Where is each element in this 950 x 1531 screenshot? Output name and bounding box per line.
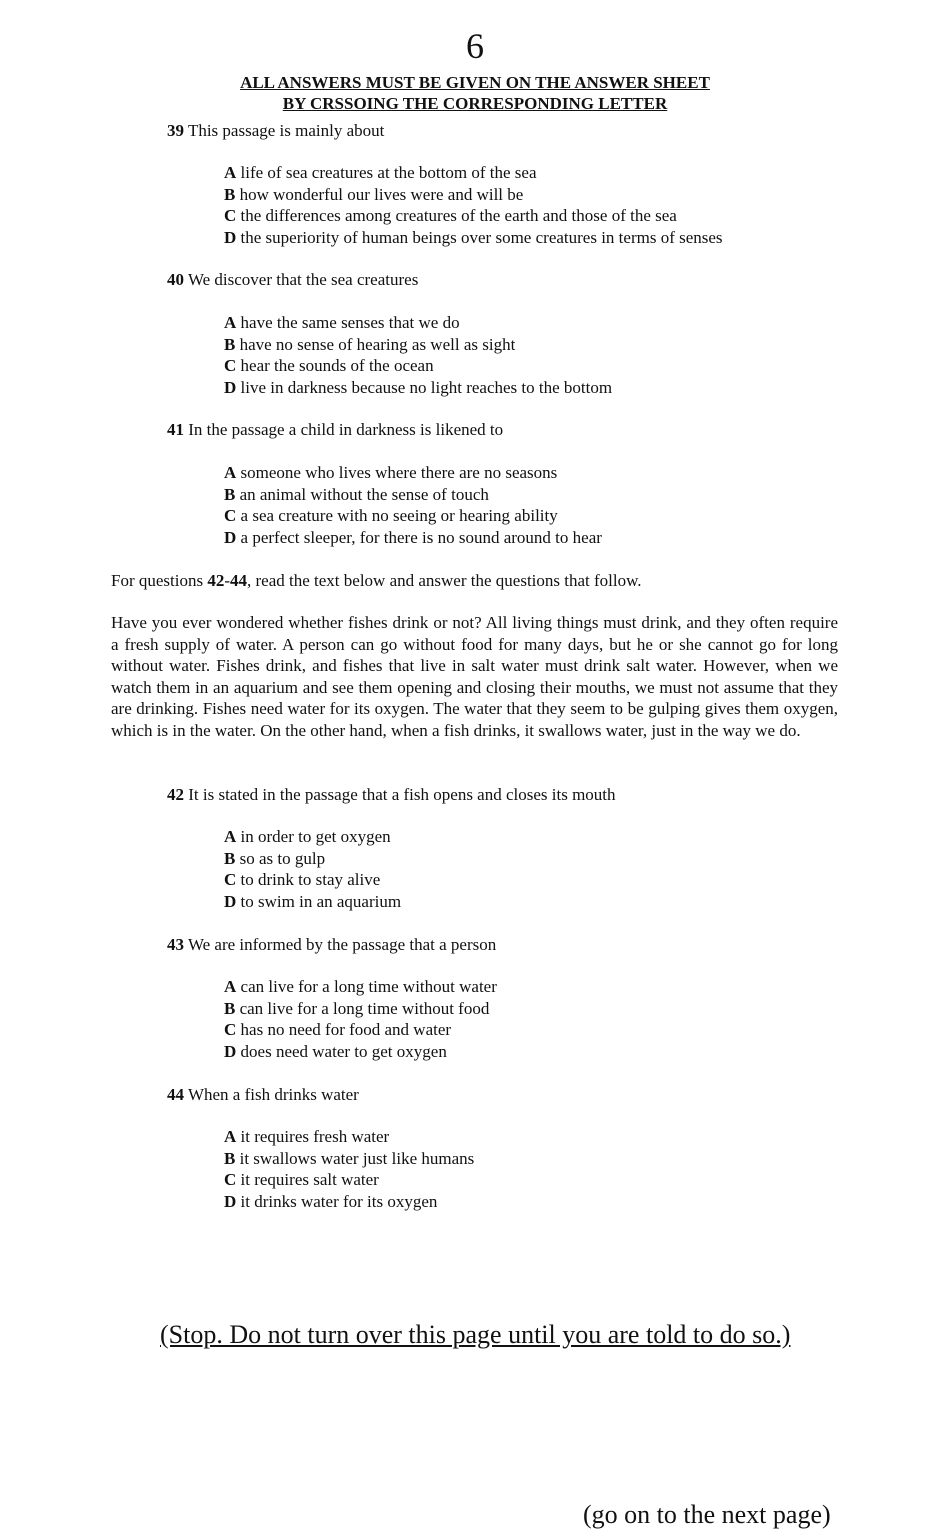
instruction-text: , read the text below and answer the questions that follow.: [247, 571, 642, 590]
option-text: the differences among creatures of the earth and those of the sea: [236, 206, 677, 225]
reading-passage: Have you ever wondered whether fishes drink or not? All living things must drink, and they often require a fresh supply of water. A person can go without food for many days, but he or she cannot go for long without water. Fishes drink, and fishes that live in salt water must drink salt water. However, when we watch them in an aquarium and see them opening and closing their mouths, we must not assume that they are drinking. Fishes need water for its oxygen. The water that they seem to be gulping gives them oxygen, which is in the water. On the other hand, when a fish drinks, it swallows water, just in the way we do.: [111, 613, 838, 740]
question-41: [167, 419, 503, 440]
option-letter: B: [224, 334, 236, 354]
option-text: it swallows water just like humans: [235, 1148, 475, 1168]
question-text: When a fish drinks water: [184, 1085, 359, 1104]
option-letter: A: [224, 1127, 237, 1146]
option-text: to drink to stay alive: [236, 870, 381, 889]
question-number: 42: [167, 785, 184, 804]
range-start: 42: [207, 571, 225, 590]
option-a: [224, 312, 612, 334]
range-dash: -: [224, 571, 231, 590]
header-line-1: ALL ANSWERS MUST BE GIVEN ON THE ANSWER SHEET: [240, 73, 710, 92]
option-letter: D: [224, 377, 237, 397]
option-a: [224, 462, 602, 484]
option-letter: D: [224, 1041, 237, 1061]
question-40: [167, 269, 418, 290]
question-text: We are informed by the passage that a person: [184, 935, 497, 954]
option-text: someone who lives where there are no seasons: [236, 463, 558, 482]
option-a: [224, 1126, 474, 1148]
option-a: [224, 826, 401, 848]
option-letter: C: [224, 506, 237, 525]
question-42: [167, 784, 616, 805]
option-letter: C: [224, 356, 237, 375]
question-number: 41: [167, 420, 184, 439]
option-d: [224, 1191, 474, 1213]
next-page-note: (go on to the next page): [583, 1500, 831, 1529]
section-instruction: [111, 570, 642, 591]
option-c: [224, 869, 401, 891]
instruction-text: For questions: [111, 571, 208, 590]
option-a: [224, 976, 497, 998]
option-text: an animal without the sense of touch: [235, 484, 489, 504]
option-b: [224, 998, 497, 1020]
option-letter: D: [224, 527, 237, 547]
option-c: [224, 505, 602, 527]
option-text: have no sense of hearing as well as sight: [235, 334, 516, 354]
option-letter: A: [224, 463, 237, 482]
question-text: We discover that the sea creatures: [184, 270, 419, 289]
option-letter: D: [224, 891, 237, 911]
question-number: 39: [167, 121, 184, 140]
option-letter: C: [224, 1020, 237, 1039]
option-text: live in darkness because no light reaches to the bottom: [236, 377, 613, 397]
option-b: [224, 1148, 474, 1170]
option-d: [224, 527, 602, 549]
option-b: [224, 184, 723, 206]
option-text: it drinks water for its oxygen: [236, 1191, 438, 1211]
question-text: This passage is mainly about: [184, 121, 385, 140]
option-b: [224, 848, 401, 870]
stop-notice: (Stop. Do not turn over this page until you are told to do so.): [160, 1320, 791, 1349]
option-d: [224, 891, 401, 913]
option-c: [224, 1169, 474, 1191]
option-text: a perfect sleeper, for there is no sound around to hear: [236, 527, 602, 547]
option-b: [224, 334, 612, 356]
question-39-options: [224, 162, 723, 248]
question-number: 43: [167, 935, 184, 954]
option-letter: B: [224, 998, 236, 1018]
option-letter: A: [224, 163, 237, 182]
option-text: a sea creature with no seeing or hearing ability: [236, 506, 558, 525]
option-letter: D: [224, 227, 237, 247]
option-letter: A: [224, 313, 237, 332]
option-letter: C: [224, 1170, 237, 1189]
option-c: [224, 205, 723, 227]
question-text: It is stated in the passage that a fish opens and closes its mouth: [184, 785, 616, 804]
option-text: life of sea creatures at the bottom of the sea: [236, 163, 537, 182]
question-number: 44: [167, 1085, 184, 1104]
answer-sheet-header: [0, 72, 950, 114]
option-letter: B: [224, 184, 236, 204]
option-letter: C: [224, 870, 237, 889]
option-text: can live for a long time without water: [236, 977, 497, 996]
option-letter: A: [224, 977, 237, 996]
option-d: [224, 227, 723, 249]
option-c: [224, 1019, 497, 1041]
question-44: [167, 1084, 359, 1105]
page-number: 6: [466, 26, 484, 66]
option-letter: B: [224, 1148, 236, 1168]
option-text: have the same senses that we do: [236, 313, 460, 332]
option-letter: D: [224, 1191, 237, 1211]
option-letter: B: [224, 484, 236, 504]
option-text: how wonderful our lives were and will be: [235, 184, 524, 204]
option-text: to swim in an aquarium: [236, 891, 402, 911]
question-40-options: [224, 312, 612, 398]
option-text: does need water to get oxygen: [236, 1041, 447, 1061]
question-43-options: [224, 976, 497, 1062]
option-d: [224, 1041, 497, 1063]
option-text: it requires fresh water: [236, 1127, 390, 1146]
question-41-options: [224, 462, 602, 548]
option-b: [224, 484, 602, 506]
option-letter: C: [224, 206, 237, 225]
option-d: [224, 377, 612, 399]
header-line-2: BY CRSSOING THE CORRESPONDING LETTER: [282, 94, 668, 113]
question-44-options: [224, 1126, 474, 1212]
option-text: hear the sounds of the ocean: [236, 356, 434, 375]
question-43: [167, 934, 496, 955]
question-39: [167, 120, 384, 141]
option-text: the superiority of human beings over some creatures in terms of senses: [236, 227, 723, 247]
option-text: it requires salt water: [236, 1170, 379, 1189]
option-letter: A: [224, 827, 237, 846]
question-number: 40: [167, 270, 184, 289]
question-text: In the passage a child in darkness is likened to: [184, 420, 504, 439]
option-text: can live for a long time without food: [235, 998, 490, 1018]
option-text: in order to get oxygen: [236, 827, 391, 846]
range-end: 44: [230, 571, 248, 590]
option-letter: B: [224, 848, 236, 868]
option-a: [224, 162, 723, 184]
question-42-options: [224, 826, 401, 912]
option-text: has no need for food and water: [236, 1020, 452, 1039]
option-text: so as to gulp: [235, 848, 326, 868]
option-c: [224, 355, 612, 377]
